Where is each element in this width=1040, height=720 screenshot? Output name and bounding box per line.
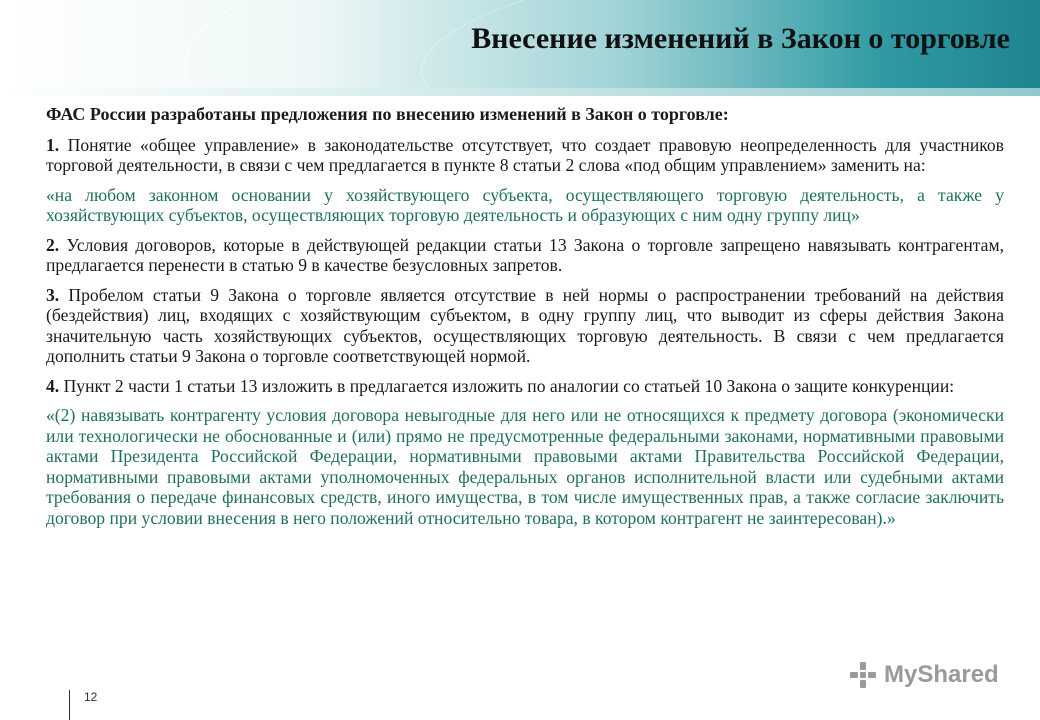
item-number: 2. [46,234,60,255]
slide-title: Внесение изменений в Закон о торговле [471,22,1010,55]
item-1 [46,135,1004,176]
watermark [848,658,999,692]
item-text: Пункт 2 части 1 статьи 13 изложить в предлагается изложить по аналогии со статьей 10 Закона о защите конкуренции: [59,375,955,396]
item-text: Условия договоров, которые в действующей редакции статьи 13 Закона о торговле запрещено навязывать контрагентам, предлагается перенести в статью 9 в качестве безусловных запретов. [46,234,1004,275]
item-number: 1. [46,134,60,155]
intro-paragraph: ФАС России разработаны предложения по внесению изменений в Закон о торговле: [46,104,729,124]
watermark-text: MyShared [884,661,999,688]
item-2 [46,235,1004,276]
item-1-quote: «на любом законном основании у хозяйствующего субъекта, осуществляющего торговую деятельность, а также у хозяйствующих субъектов, осуществляющих торговую деятельность и образующих с ним одну группу лиц» [46,184,1004,225]
myshared-logo-icon [848,660,878,690]
item-text: Пробелом статьи 9 Закона о торговле является отсутствие в ней нормы о распространении требований на действия (бездействия) лиц, входящих с хозяйствующим субъектом, в одну группу лиц, что выводит из сферы действия Закона значительную часть хозяйствующих субъектов, осуществляющих торговую деятельность. В связи с чем предлагается дополнить статьи 9 Закона о торговле соответствующей нормой. [46,284,1004,366]
slide-body [46,104,1004,537]
page-number: 12 [84,690,98,704]
item-number: 3. [46,284,60,305]
slide-header [0,0,1040,96]
item-number: 4. [46,375,60,396]
item-4-quote: «(2) навязывать контрагенту условия договора невыгодные для него или не относящихся к предмету договора (экономически или технологически не обоснованные и (или) прямо не предусмотренные федеральными законами, нормативными правовыми актами Президента Российской Федерации, нормативными правовыми актами Правительства Российской Федерации, нормативными правовыми актами уполномоченных федеральных органов исполнительной власти или судебными актами требования о передаче финансовых средств, иного имущества, в том числе имущественных прав, а также согласие заключить договор при условии внесения в него положений относительно товара, в котором контрагент не заинтересован).» [46,405,1004,528]
footer-divider [69,690,70,720]
item-3 [46,285,1004,367]
item-text: Понятие «общее управление» в законодательстве отсутствует, что создает правовую неопределенность для участников торговой деятельности, в связи с чем предлагается в пункте 8 статьи 2 слова «под общим управлением» заменить на: [46,134,1004,175]
header-bottom-band [0,88,1040,96]
item-4 [46,376,1004,397]
